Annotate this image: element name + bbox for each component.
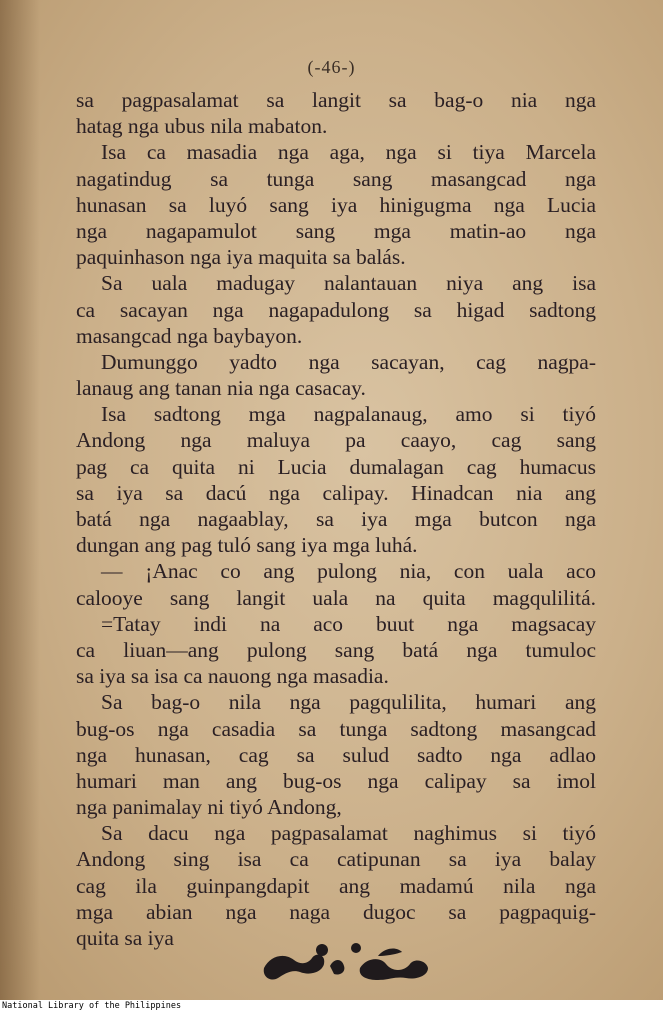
text-line: Sa bag-o nila nga pagqulilita, humari ang [101,690,596,715]
text-line: batá nga nagaablay, sa iya mga butcon nga [76,507,596,531]
text-line: — ¡Anac co ang pulong nia, con uala aco [101,559,596,584]
page-number: (-46-) [307,57,356,77]
text-line: nga panimalay ni tiyó Andong, [76,795,342,820]
text-line: masangcad nga baybayon. [76,323,303,348]
text-line: mga abian nga naga dugoc sa pagpaquig- [76,899,596,924]
text-line: Isa sadtong mga nagpalanaug, amo si tiyó [101,402,596,427]
text-line: humari man ang bug-os nga calipay sa imol [76,768,596,793]
text-line: hunasan sa luyó sang iya hinigugma nga Lucia [76,192,596,217]
text-line: bug-os nga casadia sa tunga sadtong masangcad [76,716,596,741]
text-line: sa iya sa dacú nga calipay. Hinadcan nia ang [76,480,596,505]
text-line: =Tatay indi na aco buut nga magsacay [101,611,596,636]
text-line: dungan ang pag tuló sang iya mga luhá. [76,533,418,558]
text-line: pag ca quita ni Lucia dumalagan cag humacus [76,454,596,479]
text-line: Sa uala madugay nalantauan niya ang isa [101,271,596,296]
text-line: paquinhason nga iya maquita sa balás. [76,245,406,270]
library-credit: National Library of the Philippines [2,1001,182,1011]
text-line: nga nagapamulot sang mga matin-ao nga [76,218,596,243]
text-line: Andong nga maluya pa caayo, cag sang [76,428,596,453]
text-line: calooye sang langit uala na quita magqulilitá. [76,585,596,610]
text-line: Andong sing isa ca catipunan sa iya balay [76,847,596,872]
text-line: quita sa iya [76,926,174,950]
text-line: ca liuan—ang pulong sang batá nga tumuloc [76,637,596,662]
text-line: sa pagpasalamat sa langit sa bag-o nia nga [76,88,596,112]
body-text [76,87,596,951]
text-line: nagatindug sa tunga sang masangcad nga [76,166,596,191]
text-line: sa iya sa isa ca nauong nga masadia. [76,664,389,689]
text-line: cag ila guinpangdapit ang madamú nila nga [76,873,596,898]
page-edge-shadow [0,0,40,1000]
text-line: lanaug ang tanan nia nga casacay. [76,376,366,401]
text-line: Isa ca masadia nga aga, nga si tiya Marcela [101,140,596,165]
text-line: hatag nga ubus nila mabaton. [76,114,328,139]
text-line: Sa dacu nga pagpasalamat naghimus si tiyó [101,821,596,846]
text-line: nga hunasan, cag sa sulud sadto nga adlao [76,742,596,767]
text-line: Dumunggo yadto nga sacayan, cag nagpa- [101,349,596,374]
ornament-icon [260,938,432,986]
text-line: ca sacayan nga nagapadulong sa higad sadtong [76,297,596,322]
